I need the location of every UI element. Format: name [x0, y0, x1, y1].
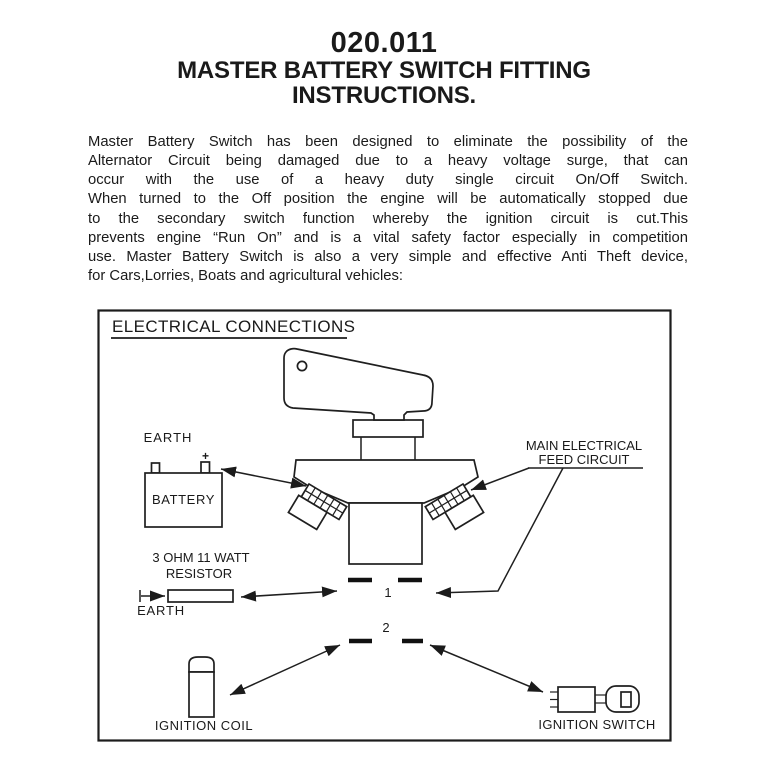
part-number: 020.011 — [330, 27, 438, 59]
switch-body — [349, 503, 422, 564]
intro-line: use. Master Battery Switch is also a very simple and effective Anti Theft device, — [88, 248, 688, 265]
ignition-switch-label: IGNITION SWITCH — [538, 717, 656, 732]
ignition-coil-label: IGNITION COIL — [154, 718, 254, 733]
switch-cap — [353, 420, 423, 437]
resistor-box — [168, 590, 233, 602]
ignition-coil — [155, 645, 340, 733]
battery-terminal-positive — [201, 462, 210, 473]
switch-handle-hole — [297, 361, 306, 370]
battery-plus-sign: + — [201, 449, 210, 463]
master-battery-switch — [284, 349, 484, 564]
resistor — [137, 550, 337, 618]
doc-title-line1: MASTER BATTERY SWITCH FITTING — [177, 57, 591, 84]
terminal-1 — [348, 580, 422, 600]
terminal-2-label: 2 — [382, 620, 390, 635]
terminal-1-label: 1 — [384, 585, 392, 600]
main-feed-label-line1: MAIN ELECTRICAL — [525, 438, 643, 453]
intro-line: Master Battery Switch has been designed to eliminate the possibility of the — [88, 134, 688, 150]
ignition-coil-body — [189, 672, 214, 717]
terminal-2 — [349, 620, 423, 641]
battery-label: BATTERY — [152, 492, 215, 507]
resistor-label-line2: RESISTOR — [165, 566, 233, 581]
switch-to-terminal2-arrow — [430, 645, 543, 692]
resistor-label-line1: 3 OHM 11 WATT — [152, 550, 250, 565]
ignition-coil-dome — [189, 657, 214, 672]
switch-handle — [284, 349, 433, 420]
intro-line: to the secondary switch function whereby the ignition circuit is cut.This — [88, 210, 688, 227]
ignition-switch — [430, 645, 656, 732]
coil-to-terminal2-arrow — [230, 645, 340, 695]
battery — [144, 430, 222, 527]
intro-line: for Cars,Lorries, Boats and agricultural vehicles: — [88, 268, 403, 285]
resistor-earth-label: EARTH — [137, 603, 185, 618]
resistor-to-terminal1-arrow — [241, 591, 337, 597]
intro-line: prevents engine “Run On” and is a vital safety factor especially in competition — [88, 229, 688, 246]
battery-earth-label: EARTH — [143, 430, 193, 445]
intro-line: Alternator Circuit being damaged due to a heavy voltage surge, that can — [88, 153, 688, 170]
main-feed-label-line2: FEED CIRCUIT — [538, 452, 630, 467]
intro-line: When turned to the Off position the engine will be automatically stopped due — [88, 191, 688, 208]
intro-line: occur with the use of a heavy duty single circuit On/Off Switch. — [88, 172, 688, 189]
ignition-key-slot — [621, 692, 631, 707]
battery-terminal-negative — [152, 463, 160, 473]
diagram-heading: ELECTRICAL CONNECTIONS — [112, 317, 356, 336]
doc-title-line2: INSTRUCTIONS. — [291, 82, 477, 109]
main-feed-to-stud-arrow — [471, 468, 529, 490]
ignition-switch-body — [558, 687, 595, 712]
